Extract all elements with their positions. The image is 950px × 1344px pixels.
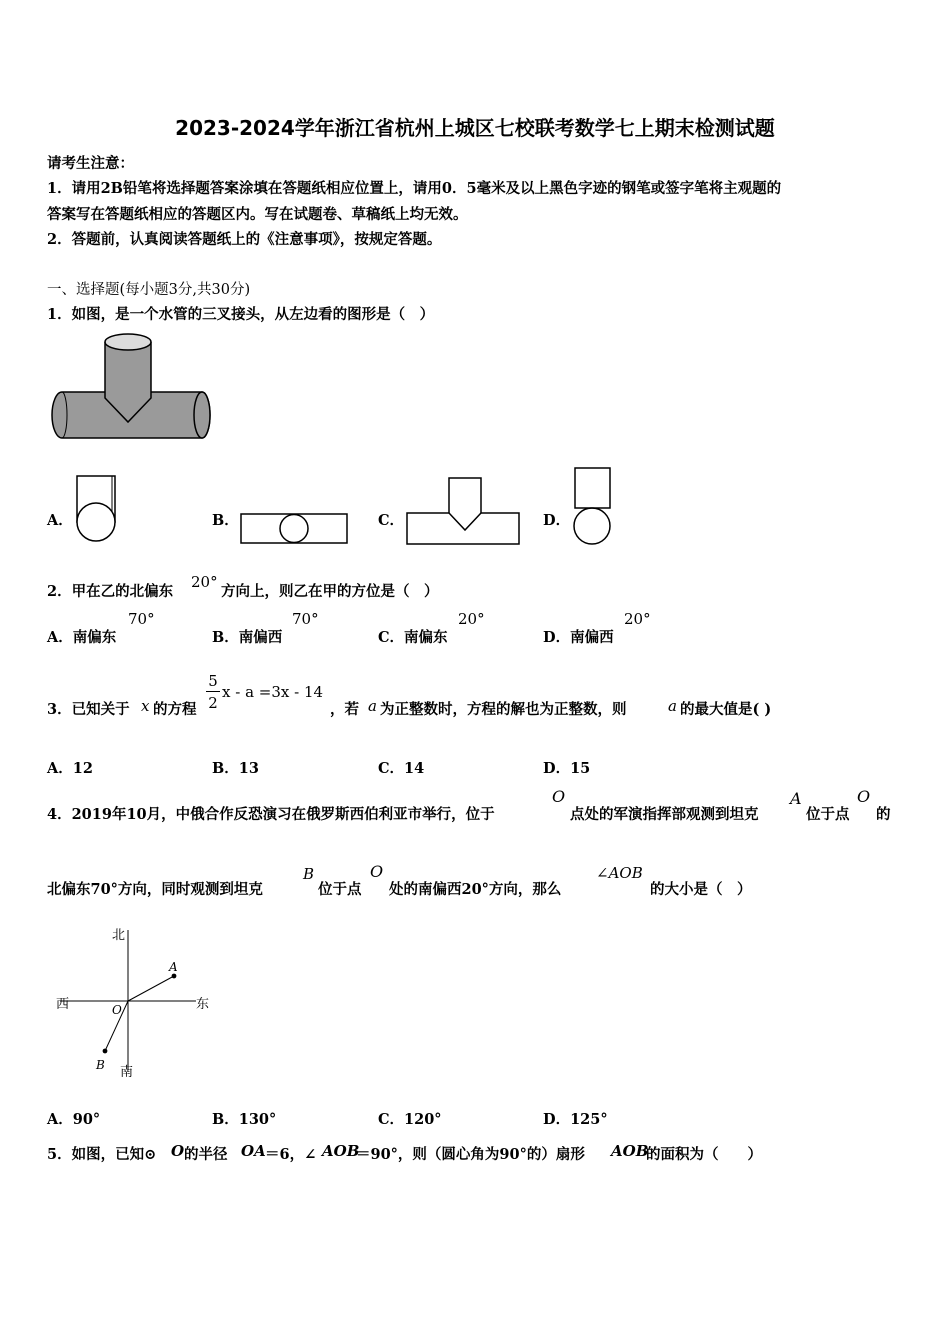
q4-diagram-north: 北	[112, 928, 126, 943]
q1-option-a-label: A．	[47, 512, 73, 529]
q4-diagram-south: 南	[120, 1065, 134, 1080]
q2-option-b-label: B．南偏西	[212, 629, 283, 646]
q1-option-c-figure	[405, 476, 521, 546]
q3-option-a: A．12	[47, 760, 93, 777]
q5-sector-aob: AOB	[611, 1142, 649, 1160]
q4-diagram-o: O	[112, 1003, 122, 1017]
q4-line2-pos: 位于点	[318, 881, 362, 898]
q4-diagram-a: A	[169, 960, 178, 974]
q1-option-d-label: D．	[543, 512, 571, 529]
q3-stem-end: 的最大值是( )	[680, 701, 772, 718]
q1-option-c-label: C．	[378, 512, 405, 529]
q2-option-c-label: C．南偏东	[378, 629, 448, 646]
q4-line1-start: 4．2019年10月，中俄合作反恐演习在俄罗斯西伯利亚市举行，位于	[47, 806, 495, 823]
page-title: 2023-2024学年浙江省杭州上城区七校联考数学七上期末检测试题	[175, 116, 775, 140]
q4-diagram-west: 西	[56, 997, 70, 1012]
notice-line-1: 1．请用2B铅笔将选择题答案涂填在答题纸相应位置上，请用0．5毫米及以上黑色字迹的钢笔或签字笔将主观题的	[47, 180, 782, 197]
q5-stem-start: 5．如图，已知⊙	[47, 1146, 157, 1163]
q2-stem-start: 2．甲在乙的北偏东	[47, 583, 174, 600]
q3-option-d: D．15	[543, 760, 591, 777]
q4-diagram-b: B	[96, 1058, 105, 1072]
section-heading: 一、选择题(每小题3分,共30分)	[47, 282, 251, 298]
q3-stem-equation-label: 的方程	[153, 701, 197, 718]
q5-angle-aob: AOB	[322, 1142, 360, 1160]
q3-fraction-numerator: 5	[208, 672, 218, 690]
q1-option-b-label: B．	[212, 512, 239, 529]
q3-variable-a: a	[368, 697, 377, 715]
q2-option-c-degree: 20°	[458, 610, 485, 628]
q3-equation: x - a =3x - 14	[222, 683, 324, 701]
q4-point-o-1: O	[552, 787, 566, 806]
q4-diagram-east: 东	[196, 997, 210, 1012]
q3-variable-a-2: a	[668, 697, 677, 715]
q3-option-c: C．14	[378, 760, 425, 777]
q4-point-b: B	[303, 865, 315, 883]
q1-option-d-figure	[572, 466, 614, 548]
q4-line1-mid: 点处的军演指挥部观测到坦克	[570, 806, 759, 823]
q5-stem-end: 的面积为（ ）	[646, 1146, 762, 1163]
q3-option-b: B．13	[212, 760, 259, 777]
q2-stem-end: 方向上，则乙在甲的方位是（ ）	[221, 583, 439, 600]
q3-fraction-bar	[206, 691, 220, 692]
q3-stem-condition: 为正整数时，方程的解也为正整数，则	[380, 701, 627, 718]
q3-fraction-denominator: 2	[208, 694, 218, 712]
q4-option-c: C．120°	[378, 1111, 442, 1128]
q1-option-a-figure	[74, 474, 120, 546]
q1-option-b-figure	[240, 512, 350, 546]
q5-stem-value: ＝6，∠	[265, 1146, 317, 1163]
q1-stem: 1．如图，是一个水管的三叉接头，从左边看的图形是（ ）	[47, 306, 435, 323]
q5-stem-radius: 的半径	[184, 1146, 228, 1163]
q4-point-o-2: O	[857, 787, 871, 806]
q4-angle-aob: ∠AOB	[596, 864, 643, 882]
q5-stem-condition: ＝90°，则（圆心角为90°的）扇形	[356, 1146, 585, 1163]
q4-direction-diagram	[50, 920, 220, 1085]
q2-option-a-degree: 70°	[128, 610, 155, 628]
pipe-tee-figure	[44, 330, 214, 442]
q4-option-d: D．125°	[543, 1111, 608, 1128]
q2-option-a-label: A．南偏东	[47, 629, 117, 646]
q4-option-b: B．130°	[212, 1111, 277, 1128]
notice-line-2: 答案写在答题纸相应的答题区内。写在试题卷、草稿纸上均无效。	[47, 206, 468, 223]
q3-variable-x: x	[141, 697, 150, 715]
q4-point-a: A	[790, 789, 802, 808]
q4-line1-end: 的	[876, 806, 891, 823]
q2-stem-degree: 20°	[191, 573, 218, 591]
q5-segment-oa: OA	[241, 1142, 266, 1160]
q3-stem-if: ，若	[330, 701, 359, 718]
q2-option-d-degree: 20°	[624, 610, 651, 628]
q4-line2-end: 的大小是（ ）	[650, 881, 752, 898]
q4-line2-start: 北偏东70°方向，同时观测到坦克	[47, 881, 263, 898]
notice-heading: 请考生注意：	[47, 155, 134, 172]
q3-stem-start: 3．已知关于	[47, 701, 130, 718]
q4-point-o-3: O	[370, 862, 384, 881]
q2-option-d-label: D．南偏西	[543, 629, 614, 646]
q4-line1-pos: 位于点	[806, 806, 850, 823]
q4-option-a: A．90°	[47, 1111, 101, 1128]
notice-line-3: 2．答题前，认真阅读答题纸上的《注意事项》，按规定答题。	[47, 231, 442, 248]
q2-option-b-degree: 70°	[292, 610, 319, 628]
q4-line2-mid: 处的南偏西20°方向，那么	[389, 881, 562, 898]
q5-circle-o: O	[171, 1142, 185, 1160]
